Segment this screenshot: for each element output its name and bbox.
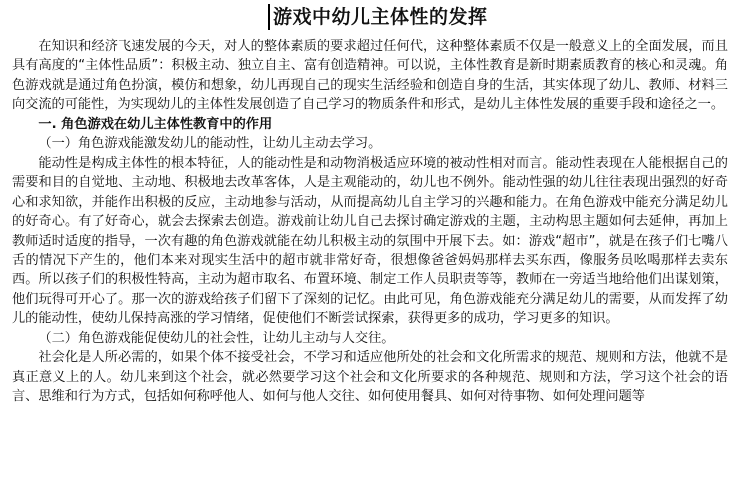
paragraph-intro: 在知识和经济飞速发展的今天，对人的整体素质的要求超过任何代，这种整体素质不仅是一般意义上的全面发展，而且具有高度的“主体性品质”：积极主动、独立自主、富有创造精神。可以说，主体性教育是新时期素质教育的核心和灵魂。角色游戏就是通过角色扮演，模仿和想象，幼儿再现自己的现实生活经验和创造自身的生活，其实体现了幼儿、教师、材料三向交流的可能性，为实现幼儿的主体性发展创造了自己学习的物质条件和形式，是幼儿主体性发展的重要手段和途径之一。	[12, 39, 728, 113]
document-title: 游戏中幼儿主体性的发挥	[273, 6, 488, 28]
section-heading: 一. 角色游戏在幼儿主体性教育中的作用	[38, 116, 273, 132]
subsection-heading-2: （二）角色游戏能促使幼儿的社会性，让幼儿主动与人交往。	[38, 330, 395, 346]
paragraph-socialization: 社会化是人所必需的，如果个体不接受社会，不学习和适应他所处的社会和文化所需求的规范、规则和方法，他就不是真正意义上的人。幼儿来到这个社会，就必然要学习这个社会和文化所要求的各种规范、规则和方法，学习这个社会的语言、思维和行为方式，包括如何称呼他人、如何与他人交往、如何使用餐具、如何对待事物、如何处理问题等	[12, 350, 728, 405]
paragraph-initiative: 能动性是构成主体性的根本特征，人的能动性是和动物消极适应环境的被动性相对而言。能动性表现在人能根据自己的需要和目的自觉地、主动地、积极地去改革客体，人是主观能动的，幼儿也不例外。能动性强的幼儿往往表现出强烈的好奇心和求知欲，并能作出积极的反应，主动地参与活动，从而提高幼儿自主学习的兴趣和能力。在角色游戏中能充分满足幼儿的好奇心。有了好奇心，就会去探索去创造。游戏前让幼儿自己去探讨确定游戏的主题，主动构思主题如何去延伸，再加上教师适时适度的指导，一次有趣的角色游戏就能在幼儿积极主动的氛围中开展下去。如：游戏“超市”，就是在孩子们七嘴八舌的情况下产生的，他们本来对现实生活中的超市就非常好奇，很想像爸爸妈妈那样去买东西，像服务员吆喝那样去卖东西。所以孩子们的积极性特高，主动为超市取名、布置环境、制定工作人员职责等等，教师在一旁适当地给他们出谋划策，他们玩得可开心了。那一次的游戏给孩子们留下了深刻的记忆。由此可见，角色游戏能充分满足幼儿的需要，从而发挥了幼儿的能动性，使幼儿保持高涨的学习情绪，促使他们不断尝试探索，获得更多的成功，学习更多的知识。	[12, 155, 728, 327]
subsection-heading-1: （一）角色游戏能激发幼儿的能动性，让幼儿主动去学习。	[38, 136, 382, 152]
text-cursor	[268, 4, 270, 30]
document-body	[12, 37, 728, 407]
